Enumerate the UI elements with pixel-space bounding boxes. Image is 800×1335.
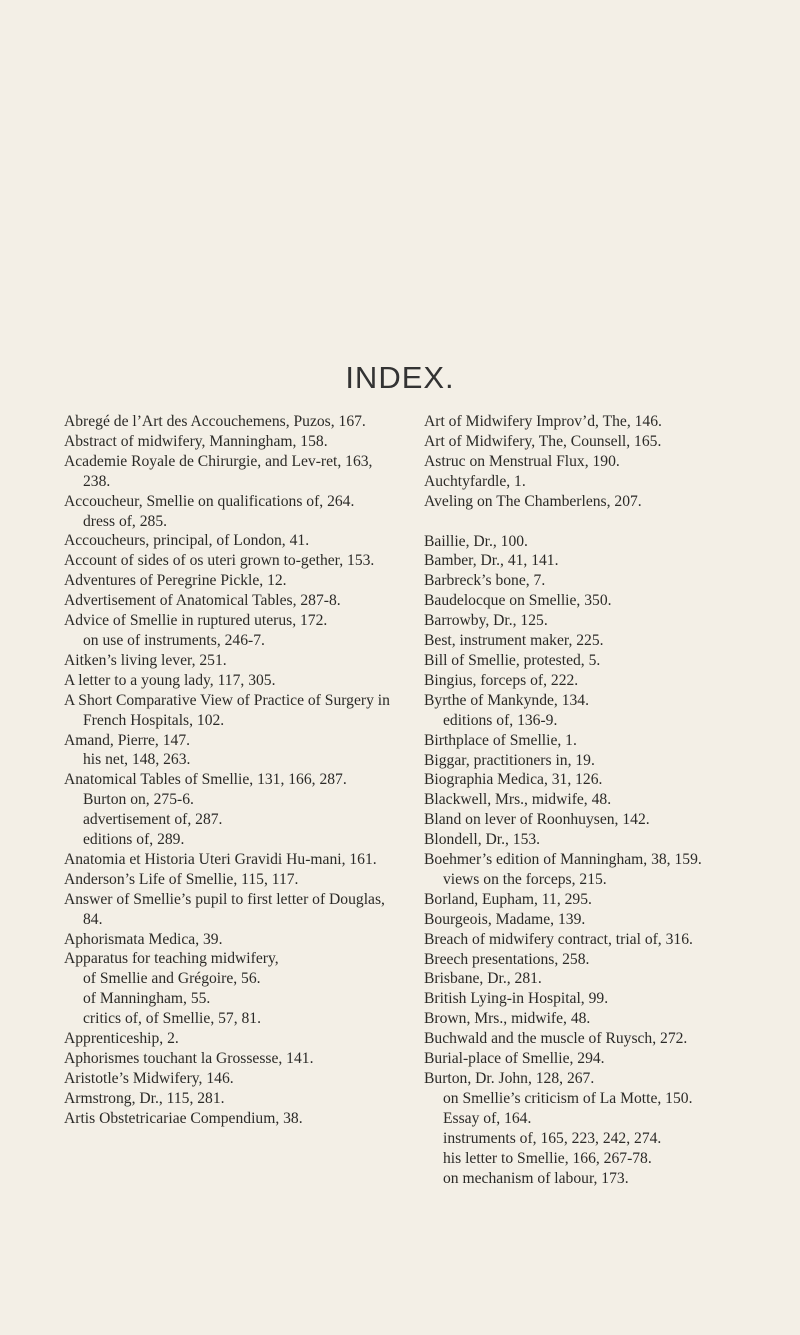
index-entry: Bourgeois, Madame, 139. xyxy=(424,910,586,928)
index-entry: Abregé de l’Art des Accouchemens, Puzos, 167. xyxy=(64,413,366,430)
index-subentry: on Smellie’s criticism of La Motte, 150. xyxy=(443,1089,693,1107)
index-entry: Aitken’s living lever, 251. xyxy=(64,651,227,669)
index-entry: Bland on lever of Roonhuysen, 142. xyxy=(424,811,650,829)
index-entry: Barrowby, Dr., 125. xyxy=(424,612,548,630)
index-entry: Accoucheurs, principal, of London, 41. xyxy=(64,532,310,550)
index-entry: Baudelocque on Smellie, 350. xyxy=(424,592,612,610)
index-entry: Bingius, forceps of, 222. xyxy=(424,671,579,689)
index-entry: Bamber, Dr., 41, 141. xyxy=(424,552,559,570)
index-entry: Aphorismata Medica, 39. xyxy=(64,930,223,948)
left-column xyxy=(64,412,400,1129)
index-entry: Breech presentations, 258. xyxy=(424,950,590,968)
index-entry: Brisbane, Dr., 281. xyxy=(424,970,542,988)
index-subentry: advertisement of, 287. xyxy=(83,811,223,829)
index-entry: Biographia Medica, 31, 126. xyxy=(424,771,603,789)
index-subentry: his letter to Smellie, 166, 267-78. xyxy=(443,1149,652,1167)
index-entry: Auchtyfardle, 1. xyxy=(424,472,526,490)
index-entry: Borland, Eupham, 11, 295. xyxy=(424,890,592,908)
index-entry: Academie Royale de Chirurgie, and Lev-ret, 163, 238. xyxy=(64,452,373,490)
index-entry: Account of sides of os uteri grown to-gether, 153. xyxy=(64,552,375,570)
index-entry: Art of Midwifery, The, Counsell, 165. xyxy=(424,432,662,450)
index-entry: Burton, Dr. John, 128, 267. xyxy=(424,1070,595,1087)
index-entry: Apparatus for teaching midwifery, xyxy=(64,950,279,968)
index-subentry: on use of instruments, 246-7. xyxy=(83,631,265,649)
index-entry: Apprenticeship, 2. xyxy=(64,1030,179,1048)
index-entry: Adventures of Peregrine Pickle, 12. xyxy=(64,572,287,590)
index-entry: Advice of Smellie in ruptured uterus, 172. xyxy=(64,612,328,630)
index-entry: Anatomia et Historia Uteri Gravidi Hu-mani, 161. xyxy=(64,850,377,868)
section-gap xyxy=(424,512,764,532)
index-subentry: editions of, 289. xyxy=(83,831,185,849)
index-entry: Blackwell, Mrs., midwife, 48. xyxy=(424,791,612,809)
index-subentry: of Manningham, 55. xyxy=(83,990,211,1008)
index-entry: Advertisement of Anatomical Tables, 287-8. xyxy=(64,592,341,610)
index-entry: Accoucheur, Smellie on qualifications of, 264. xyxy=(64,492,355,510)
index-subentry: on mechanism of labour, 173. xyxy=(443,1169,629,1187)
index-entry: Artis Obstetricariae Compendium, 38. xyxy=(64,1109,303,1127)
index-entry: Abstract of midwifery, Manningham, 158. xyxy=(64,432,328,450)
index-entry: Amand, Pierre, 147. xyxy=(64,731,191,749)
index-entry: Aveling on The Chamberlens, 207. xyxy=(424,492,642,510)
index-subentry: critics of, of Smellie, 57, 81. xyxy=(83,1010,261,1028)
index-entry: Barbreck’s bone, 7. xyxy=(424,572,546,590)
right-column xyxy=(424,412,764,1188)
index-entry: Aristotle’s Midwifery, 146. xyxy=(64,1069,234,1087)
index-entry: Anderson’s Life of Smellie, 115, 117. xyxy=(64,870,299,888)
index-entry: A letter to a young lady, 117, 305. xyxy=(64,671,276,689)
index-entry: Buchwald and the muscle of Ruysch, 272. xyxy=(424,1030,688,1048)
index-entry: British Lying-in Hospital, 99. xyxy=(424,990,609,1008)
index-entry: Boehmer’s edition of Manningham, 38, 159. xyxy=(424,851,702,869)
index-subentry: dress of, 285. xyxy=(83,512,168,530)
index-entry: Best, instrument maker, 225. xyxy=(424,632,604,650)
index-entry: Armstrong, Dr., 115, 281. xyxy=(64,1089,225,1107)
index-entry: Art of Midwifery Improv’d, The, 146. xyxy=(424,413,662,430)
page-title: INDEX. xyxy=(345,360,455,395)
index-subentry: instruments of, 165, 223, 242, 274. xyxy=(443,1129,662,1147)
index-subentry: editions of, 136-9. xyxy=(443,711,558,729)
index-entry: A Short Comparative View of Practice of Surgery in French Hospitals, 102. xyxy=(64,691,390,729)
index-entry: Bill of Smellie, protested, 5. xyxy=(424,651,601,669)
index-subentry: Essay of, 164. xyxy=(443,1109,532,1127)
index-entry: Breach of midwifery contract, trial of, 316. xyxy=(424,930,693,948)
index-entry: Burial-place of Smellie, 294. xyxy=(424,1050,605,1068)
index-entry: Biggar, practitioners in, 19. xyxy=(424,751,595,769)
index-entry: Astruc on Menstrual Flux, 190. xyxy=(424,452,620,470)
index-entry: Anatomical Tables of Smellie, 131, 166, 287. xyxy=(64,771,347,789)
index-subentry: of Smellie and Grégoire, 56. xyxy=(83,970,261,988)
index-entry: Birthplace of Smellie, 1. xyxy=(424,731,577,749)
index-entry: Baillie, Dr., 100. xyxy=(424,532,528,550)
index-entry: Byrthe of Mankynde, 134. xyxy=(424,691,590,709)
index-subentry: his net, 148, 263. xyxy=(83,751,191,769)
index-entry: Brown, Mrs., midwife, 48. xyxy=(424,1010,591,1028)
index-entry: Aphorismes touchant la Grossesse, 141. xyxy=(64,1050,314,1067)
index-entry: Answer of Smellie’s pupil to first letter of Douglas, 84. xyxy=(64,890,385,928)
index-subentry: Burton on, 275-6. xyxy=(83,791,194,809)
index-subentry: views on the forceps, 215. xyxy=(443,870,607,888)
index-entry: Blondell, Dr., 153. xyxy=(424,831,541,849)
